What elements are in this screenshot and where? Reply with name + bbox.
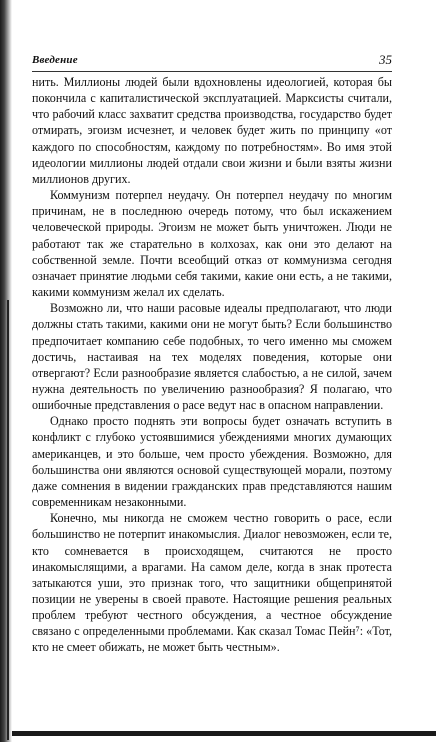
running-head: Введение — [32, 54, 78, 66]
header-rule — [32, 71, 392, 72]
paragraph-1: нить. Миллионы людей были вдохновлены идеологией, которая бы покончила с капиталистической эксплуатацией. Марксисты считали, что рабочий класс захватит средства производства, государство будет отмирать, эгоизм исчезнет, и человек будет жить по принципу «от каждого по способностям, каждому по потребностям». Во имя этой идеологии миллионы людей отдали свои жизни и были взяты жизни миллионов других. — [32, 75, 392, 186]
scan-edge-line — [7, 300, 9, 740]
page-number: 35 — [379, 52, 392, 67]
scan-bottom-edge — [12, 731, 436, 736]
paragraph-4: Однако просто поднять эти вопросы будет означать вступить в конфликт с глубоко устоявшимися убеждениями многих думающих американцев, и это больше, чем просто убеждения. Возможно, для большинства они являются основой существующей морали, поэтому даже сомнения в видении гражданских прав представляются нашим современникам незаконными. — [32, 414, 392, 510]
paragraph-3: Возможно ли, что наши расовые идеалы предполагают, что люди должны стать такими, какими они не могут быть? Если большинство предпочитает компанию себе подобных, то чего именно мы сможем достичь, настаивая на тех моделях поведения, которые они отвергают? Если разнообразие является слабостью, а не силой, зачем нужна деятельность по увеличению разнообразия? Я полагаю, что ошибочные представления о расе ведут нас в опасном направлении. — [32, 301, 392, 413]
scan-edge-shadow — [0, 0, 12, 742]
paragraph-5: Конечно, мы никогда не сможем честно говорить о расе, если большинство не потерпит инакомыслия. Диалог невозможен, если те, кто сомневается в происходящем, считаются не просто инакомыслящими, а врагами. На самом деле, когда в знак протеста затыкаются уши, это признак того, что защитники общепринятой позиции не уверены в своей правоте. Настоящие решения реальных проблем требуют честного обсуждения, а честное обсуждение связано с определенными проблемами. Как сказал Томас Пейн⁷: «Тот, кто не смеет обижать, не может быть честным». — [32, 511, 392, 655]
body-text — [32, 74, 392, 656]
paragraph-2: Коммунизм потерпел неудачу. Он потерпел неудачу по многим причинам, не в последнюю очередь потому, что был искажением человеческой природы. Эгоизм не может быть уничтожен. Люди не работают так же старательно в колхозах, как они это делают на собственной земле. Почти всеобщий отказ от коммунизма сегодня означает принятие людьми себя такими, какие они есть, а не такими, какими коммунизм желал их сделать. — [32, 188, 392, 300]
page-header — [32, 54, 392, 70]
